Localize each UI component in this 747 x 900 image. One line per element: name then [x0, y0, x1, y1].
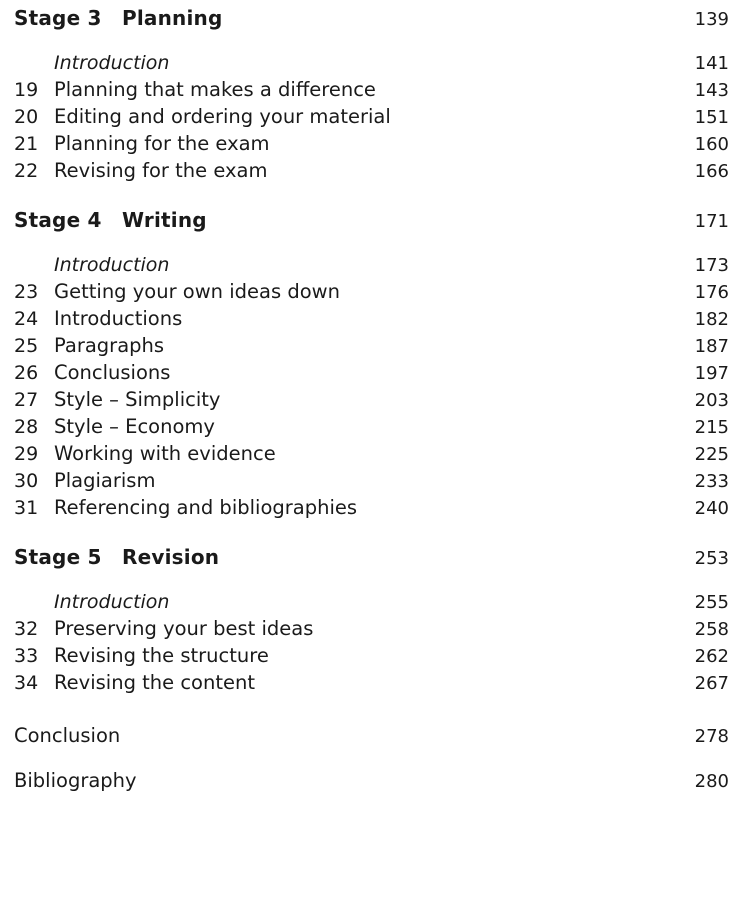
toc-backmatter-row-bibliography[interactable]	[14, 769, 729, 792]
entry-page-number: 258	[694, 619, 729, 640]
entry-number: 23	[14, 281, 39, 303]
spacer	[14, 519, 729, 545]
entry-title: Revising the structure	[54, 644, 269, 667]
toc-intro-row[interactable]	[14, 52, 729, 74]
toc-backmatter-row-conclusion[interactable]	[14, 724, 729, 747]
entry-number: 27	[14, 389, 39, 411]
toc-entry-row[interactable]	[14, 469, 729, 492]
entry-title: Revising for the exam	[54, 159, 268, 182]
toc-section-stage-3	[14, 6, 729, 182]
intro-page-number: 141	[694, 53, 729, 74]
toc-entry-row[interactable]	[14, 496, 729, 519]
stage-label: Stage 3	[14, 6, 102, 30]
stage-page-number: 171	[694, 211, 729, 232]
spacer	[14, 747, 729, 769]
entry-title: Conclusions	[54, 361, 171, 384]
entry-title: Paragraphs	[54, 334, 165, 357]
entry-page-number: 176	[694, 282, 729, 303]
backmatter-title: Bibliography	[14, 769, 137, 792]
entry-number: 28	[14, 416, 39, 438]
toc-section-stage-4	[14, 208, 729, 519]
toc-entry-row[interactable]	[14, 105, 729, 128]
entry-number: 19	[14, 79, 39, 101]
entry-page-number: 215	[694, 417, 729, 438]
stage-heading-row	[14, 545, 729, 569]
entry-number: 21	[14, 133, 39, 155]
spacer	[14, 30, 729, 50]
stage-heading-row	[14, 208, 729, 232]
entry-page-number: 203	[694, 390, 729, 411]
entry-number: 24	[14, 308, 39, 330]
entry-number: 32	[14, 618, 39, 640]
backmatter-page-number: 278	[694, 726, 729, 747]
entry-number: 31	[14, 497, 39, 519]
entry-number: 25	[14, 335, 39, 357]
toc-entry-row[interactable]	[14, 361, 729, 384]
toc-entry-row[interactable]	[14, 671, 729, 694]
entry-number: 22	[14, 160, 39, 182]
intro-label: Introduction	[54, 254, 170, 276]
toc-entry-row[interactable]	[14, 132, 729, 155]
spacer	[14, 182, 729, 208]
entry-number: 33	[14, 645, 39, 667]
stage-title: Revision	[122, 545, 220, 569]
backmatter-title: Conclusion	[14, 724, 121, 747]
toc-intro-row[interactable]	[14, 254, 729, 276]
entry-page-number: 182	[694, 309, 729, 330]
stage-label: Stage 5	[14, 545, 102, 569]
intro-label: Introduction	[54, 52, 170, 74]
stage-label: Stage 4	[14, 208, 102, 232]
intro-page-number: 173	[694, 255, 729, 276]
toc-section-stage-5	[14, 545, 729, 694]
entry-page-number: 197	[694, 363, 729, 384]
entry-title: Planning that makes a difference	[54, 78, 376, 101]
toc-entry-row[interactable]	[14, 617, 729, 640]
stage-page-number: 253	[694, 548, 729, 569]
entry-page-number: 225	[694, 444, 729, 465]
spacer	[14, 694, 729, 724]
spacer	[14, 232, 729, 252]
spacer	[14, 569, 729, 589]
entry-number: 20	[14, 106, 39, 128]
toc-entry-row[interactable]	[14, 388, 729, 411]
intro-page-number: 255	[694, 592, 729, 613]
entry-title: Style – Simplicity	[54, 388, 221, 411]
entry-title: Getting your own ideas down	[54, 280, 340, 303]
entry-title: Plagiarism	[54, 469, 156, 492]
entry-page-number: 143	[694, 80, 729, 101]
toc-entry-row[interactable]	[14, 159, 729, 182]
entry-title: Revising the content	[54, 671, 255, 694]
entry-page-number: 160	[694, 134, 729, 155]
toc-entry-row[interactable]	[14, 415, 729, 438]
entry-title: Style – Economy	[54, 415, 215, 438]
toc-entry-row[interactable]	[14, 280, 729, 303]
stage-title: Planning	[122, 6, 223, 30]
toc-entry-row[interactable]	[14, 334, 729, 357]
entry-title: Introductions	[54, 307, 183, 330]
entry-page-number: 262	[694, 646, 729, 667]
entry-page-number: 166	[694, 161, 729, 182]
stage-page-number: 139	[694, 9, 729, 30]
stage-title: Writing	[122, 208, 207, 232]
toc-intro-row[interactable]	[14, 591, 729, 613]
entry-title: Preserving your best ideas	[54, 617, 314, 640]
toc-entry-row[interactable]	[14, 442, 729, 465]
entry-number: 29	[14, 443, 39, 465]
toc-entry-row[interactable]	[14, 307, 729, 330]
toc-entry-row[interactable]	[14, 644, 729, 667]
backmatter-page-number: 280	[694, 771, 729, 792]
entry-number: 34	[14, 672, 39, 694]
intro-label: Introduction	[54, 591, 170, 613]
entry-number: 26	[14, 362, 39, 384]
entry-title: Working with evidence	[54, 442, 276, 465]
entry-page-number: 233	[694, 471, 729, 492]
entry-title: Planning for the exam	[54, 132, 270, 155]
stage-heading-row	[14, 6, 729, 30]
entry-title: Referencing and bibliographies	[54, 496, 358, 519]
entry-title: Editing and ordering your material	[54, 105, 391, 128]
entry-number: 30	[14, 470, 39, 492]
entry-page-number: 151	[694, 107, 729, 128]
entry-page-number: 267	[694, 673, 729, 694]
toc-entry-row[interactable]	[14, 78, 729, 101]
entry-page-number: 240	[694, 498, 729, 519]
entry-page-number: 187	[694, 336, 729, 357]
